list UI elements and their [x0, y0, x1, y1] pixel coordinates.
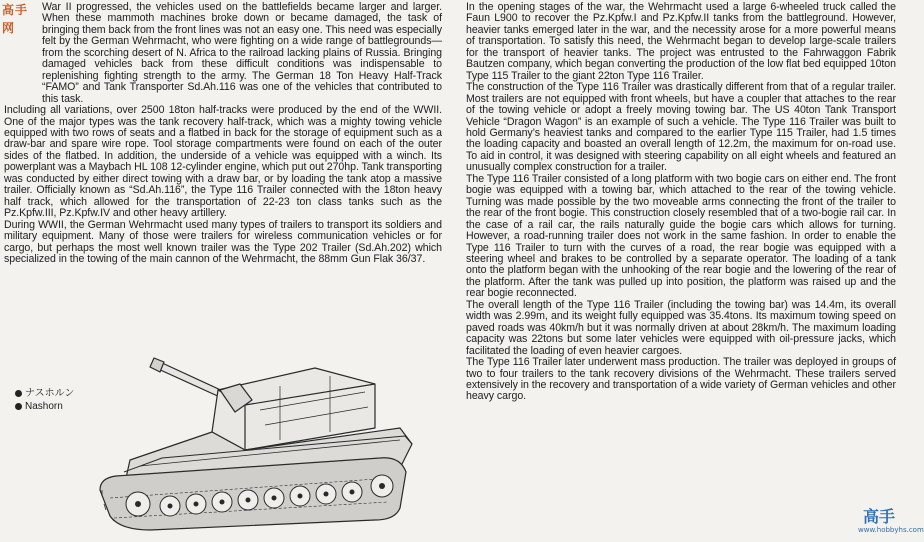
- watermark-logo-top: [2, 1, 38, 35]
- illustration-caption: [15, 387, 74, 413]
- paragraph-construction: The construction of the Type 116 Trailer was drastically different from that of a regular trailer. Most trailers are not equipped with front wheels, but have a coupler that attaches to the rear of the towing vehicle or adopt a freely moving towing bar. The US 40ton Tank Transport Vehicle “Dragon Wagon” is an example of such a vehicle. The Type 116 Trailer was built to hold Germany’s heaviest tanks and compared to the earlier Type 115 Trailer, had 1.5 times the loading capacity and boasted an overall length of 12.2m, the maximum for on-road use. To aid in control, it was designed with steering capability on all eight wheels and featured an unusually complex construction for a trailer.: [466, 81, 896, 174]
- watermark-text: 高手网: [2, 3, 29, 35]
- paragraph-production: The Type 116 Trailer later underwent mass production. The trailer was deployed in groups of two to four trailers to the tank recovery divisions of the Wehrmacht. These trailers served extensively in the recovery and transportation of a wide variety of German vehicles and other heavy cargo.: [466, 356, 896, 403]
- paragraph-trailers: During WWII, the German Wehrmacht used many types of trailers to transport its soldiers and military equipment. Many of those were trailers for wireless communication vehicles or for cargo, but perhaps the most well known trailer was the Type 202 Trailer (Sd.Ah.202) which specialized in the towing of the main cannon of the Wehrmacht, the 88mm Gun Flak 36/37.: [4, 218, 442, 265]
- right-text-column: [466, 2, 896, 542]
- watermark-logo-bottom: [858, 507, 924, 541]
- caption-japanese: ナスホルン: [25, 388, 75, 399]
- bullet-icon: [15, 390, 22, 397]
- bullet-icon: [15, 403, 22, 410]
- nashorn-illustration: [40, 340, 425, 540]
- paragraph-halftrack: Including all variations, over 2500 18ton half-tracks were produced by the end of the WWII. One of the major types was the tank recovery half-track, which was a mighty towing vehicle equipped with two rows of seats and a flatbed in back for the storage of equipment such as a draw-bar and spare wire rope. Tool storage compartments were found on each of the outer sides of the flatbed. In addition, the underside of a vehicle was equipped with a winch. Its powerplant was a Maybach HL 108 12-cylinder engine, which put out 270hp. Tank transporting was conducted by either direct towing with a draw bar, or by loading the tank atop a massive trailer. Officially known as “Sd.Ah.116”, the Type 116 Trailer connected with the 18ton heavy half track, which allowed for the transportation of 22-23 ton class tanks such as the Pz.Kpfw.III, Pz.Kpfw.IV and other heavy artillery.: [4, 104, 442, 220]
- paragraph-intro: War II progressed, the vehicles used on the battlefields became larger and larger. When these mammoth machines broke down or became damaged, the task of bringing them back from the front lines was not an easy one. This need was especially felt by the German Wehrmacht, who were fighting on a wide range of battlegrounds—from the scorching desert of N. Africa to the railroad lacking plains of Russia. Bringing damaged vehicles back from these difficult conditions was indispensable to replenishing fighting strength to the army. The German 18 Ton Heavy Half-Track “FAMO” and Tank Transporter Sd.Ah.116 was one of the vehicles that contributed to this task.: [42, 1, 442, 105]
- caption-english: Nashorn: [25, 401, 63, 412]
- watermark-url: www.hobbyhs.com: [858, 526, 924, 534]
- left-text-column: [4, 2, 442, 347]
- gun-barrel: [156, 362, 225, 398]
- paragraph-specifications: The overall length of the Type 116 Trailer (including the towing bar) was 14.4m, its overall width was 2.99m, and its weight fully equipped was 35.4tons. Its maximum towing speed on paved roads was 40km/h but it was normally driven at about 28km/h. The maximum loading capacity was 22tons but some later vehicles were equipped with oil-pressure jacks, which facilitated the loading of even heavier cargoes.: [466, 298, 896, 357]
- caption-english-row: [15, 400, 74, 413]
- caption-japanese-row: [15, 387, 74, 400]
- paragraph-opening-stages: In the opening stages of the war, the Wehrmacht used a large 6-wheeled truck called the Faun L900 to recover the Pz.Kpfw.I and Pz.Kpfw.II tanks from the battleground. However, heavier tanks emerged later in the war, and the necessity arose for a more powerful means of transportation. To satisfy this need, the Wehrmacht began to develop large-scale trailers for the transport of heavier tanks. The project was entrusted to the Fahrwaggon Fabrik Bautzen company, which began converting the production of the low flat bed equipped 10ton Type 115 Trailer to the giant 22ton Type 116 Trailer.: [466, 1, 896, 82]
- watermark-main: 高手: [862, 507, 895, 526]
- paragraph-platform: The Type 116 Trailer consisted of a long platform with two bogie cars on either end. The front bogie was equipped with a towing bar, which attached to the rear of the towing vehicle. Turning was made possible by the two moveable arms connecting the front of the trailer to the rear of the front bogie. This construction closely resembled that of a two-bogie rail car. In the case of a rail car, the rails naturally guide the bogie cars which allows for turning. However, a road-running trailer does not work in the same fashion. In order to enable the Type 116 Trailer to turn with the curves of a road, the rear bogie was equipped with a steering wheel and brakes to be controlled by a separate operator. The loading of a tank onto the platform began with the unhooking of the rear bogie and the lowering of the rear of the platform. After the tank was pulled up into position, the platform was raised up and the rear bogie reconnected.: [466, 172, 896, 300]
